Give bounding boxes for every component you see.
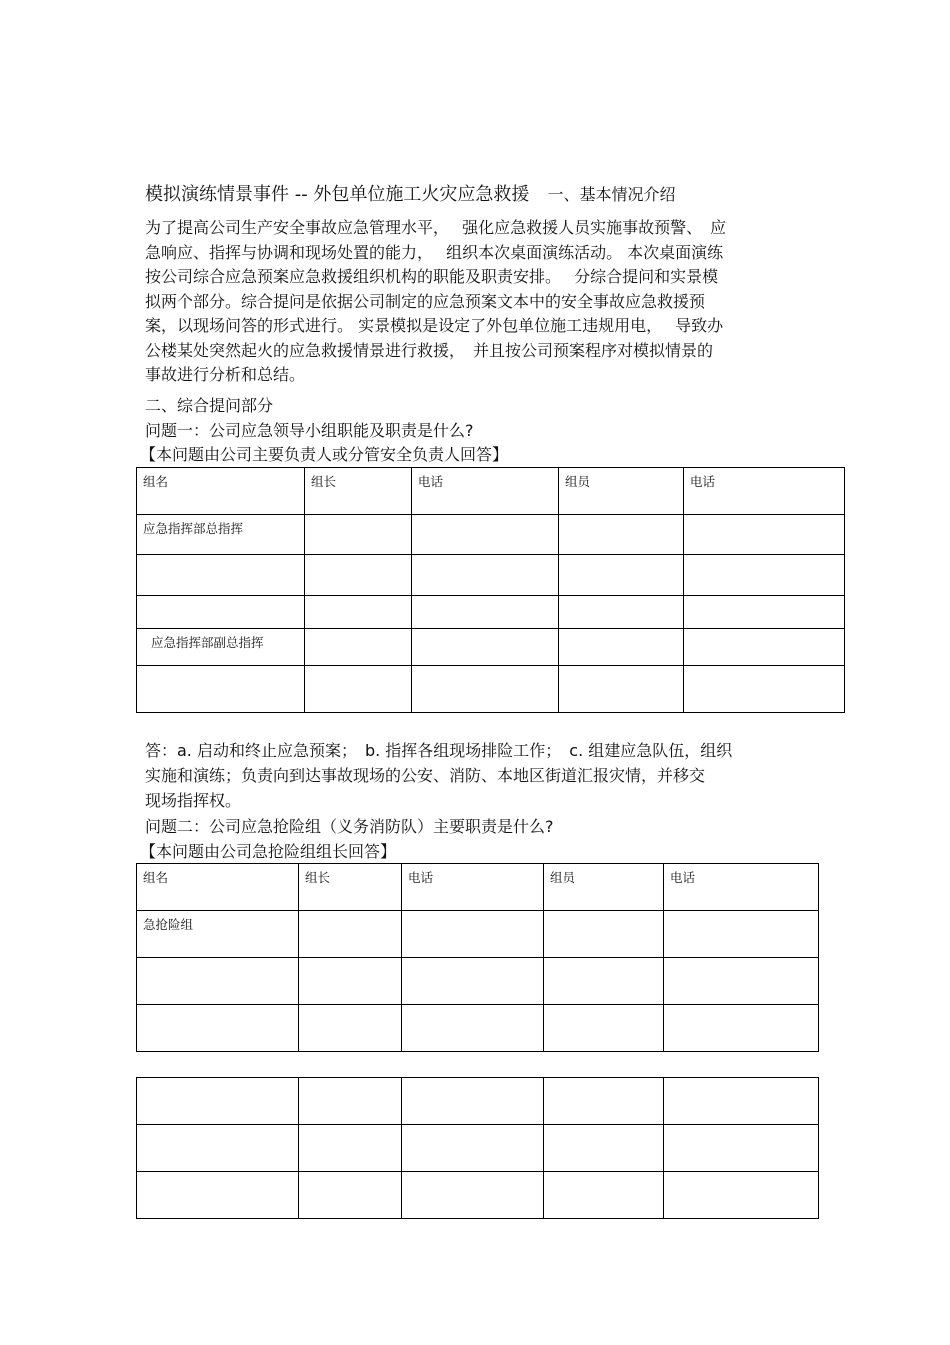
table-row [137, 555, 845, 596]
table-cell: 应急指挥部总指挥 [137, 515, 305, 555]
table-cell [544, 1172, 664, 1219]
title-text: 模拟演练情景事件 -- 外包单位施工火灾应急救援 [145, 184, 530, 205]
table-cell [664, 911, 819, 958]
table-cell [684, 596, 845, 629]
table-cell [559, 666, 684, 713]
table-cell [664, 1172, 819, 1219]
table-cell [137, 1078, 299, 1125]
table-cell [299, 1078, 402, 1125]
table-cell [299, 1125, 402, 1172]
table-row [137, 515, 845, 555]
table-row [137, 596, 845, 629]
rescue-team-table [136, 863, 819, 1052]
intro-line: 为了提高公司生产安全事故应急管理水平， 强化应急救援人员实施事故预警、 应 [145, 218, 727, 237]
table-cell [305, 666, 412, 713]
table-cell: 急抢险组 [137, 911, 299, 958]
intro-line: 按公司综合应急预案应急救援组织机构的职能及职责安排。 分综合提问和实景模 [145, 267, 719, 286]
table-cell [559, 555, 684, 596]
intro-line: 案，以现场问答的形式进行。 实景模拟是设定了外包单位施工违规用电， 导致办 [145, 316, 724, 335]
question-1-note: 【本问题由公司主要负责人或分管安全负责人回答】 [140, 445, 509, 464]
table-cell [299, 1005, 402, 1052]
header-cell: 电话 [412, 468, 559, 515]
table-cell [544, 1078, 664, 1125]
table-row [137, 666, 845, 713]
table-cell [137, 1125, 299, 1172]
table-row [137, 629, 845, 666]
table-row [137, 958, 819, 1005]
table-cell [402, 1078, 544, 1125]
table-cell [544, 958, 664, 1005]
intro-line: 公楼某处突然起火的应急救援情景进行救援， 并且按公司预案程序对模拟情景的 [145, 340, 714, 360]
table-cell [402, 911, 544, 958]
table-header-row [137, 468, 845, 515]
table-cell [664, 1125, 819, 1172]
section-heading-1: 一、基本情况介绍 [547, 185, 676, 204]
table-row [137, 1172, 819, 1219]
question-2-note: 【本问题由公司急抢险组组长回答】 [140, 842, 397, 861]
table-cell [137, 958, 299, 1005]
table-cell [412, 596, 559, 629]
table-cell [664, 1005, 819, 1052]
table-row [137, 1005, 819, 1052]
intro-line: 拟两个部分。综合提问是依据公司制定的应急预案文本中的安全事故应急救援预 [145, 291, 706, 311]
header-cell: 电话 [684, 468, 845, 515]
header-cell: 组长 [305, 468, 412, 515]
header-cell: 组员 [559, 468, 684, 515]
table-cell [299, 1172, 402, 1219]
leadership-table [136, 467, 845, 713]
answer-line: 现场指挥权。 [145, 791, 242, 810]
table-cell [305, 629, 412, 666]
table-cell [684, 555, 845, 596]
table-row [137, 1125, 819, 1172]
header-cell: 电话 [402, 864, 544, 911]
answer-line: 实施和演练；负责向到达事故现场的公安、消防、本地区街道汇报灾情，并移交 [145, 766, 706, 785]
section-heading-2: 二、综合提问部分 [145, 396, 274, 415]
table-cell [137, 1005, 299, 1052]
table-header-row [137, 864, 819, 911]
intro-line: 事故进行分析和总结。 [145, 365, 306, 384]
answer-line: 答：a. 启动和终止应急预案； b. 指挥各组现场排险工作； c. 组建应急队伍，组织 [145, 741, 733, 760]
table-cell [684, 629, 845, 666]
table-cell [559, 629, 684, 666]
table-cell [559, 596, 684, 629]
table-cell [684, 515, 845, 555]
table-cell [305, 515, 412, 555]
table-cell [137, 666, 305, 713]
header-cell: 组员 [544, 864, 664, 911]
table-row [137, 911, 819, 958]
header-cell: 组长 [299, 864, 402, 911]
table-cell [299, 911, 402, 958]
question-1: 问题一：公司应急领导小组职能及职责是什么? [145, 421, 474, 440]
table-cell [412, 666, 559, 713]
table-cell [412, 555, 559, 596]
intro-line: 急响应、指挥与协调和现场处置的能力， 组织本次桌面演练活动。 本次桌面演练 [145, 242, 724, 262]
answer-1 [145, 738, 732, 813]
table-cell [137, 1172, 299, 1219]
table-cell [544, 1005, 664, 1052]
header-cell: 组名 [137, 468, 305, 515]
table-cell [544, 1125, 664, 1172]
table-cell [412, 515, 559, 555]
table-cell [402, 1125, 544, 1172]
table-cell [402, 1172, 544, 1219]
table-cell [137, 596, 305, 629]
blank-table [136, 1077, 819, 1219]
table-cell [664, 958, 819, 1005]
table-cell [684, 666, 845, 713]
table-cell [559, 515, 684, 555]
table-row [137, 1078, 819, 1125]
table-cell [402, 1005, 544, 1052]
table-cell: 应急指挥部副总指挥 [137, 629, 305, 666]
table-cell [412, 629, 559, 666]
table-cell [299, 958, 402, 1005]
table-cell [402, 958, 544, 1005]
table-cell [305, 596, 412, 629]
document-title [145, 180, 675, 206]
question-2: 问题二：公司应急抢险组（义务消防队）主要职责是什么? [145, 817, 554, 836]
table-cell [664, 1078, 819, 1125]
table-cell [544, 911, 664, 958]
header-cell: 组名 [137, 864, 299, 911]
intro-paragraph [145, 216, 810, 388]
table-cell [305, 555, 412, 596]
header-cell: 电话 [664, 864, 819, 911]
table-cell [137, 555, 305, 596]
